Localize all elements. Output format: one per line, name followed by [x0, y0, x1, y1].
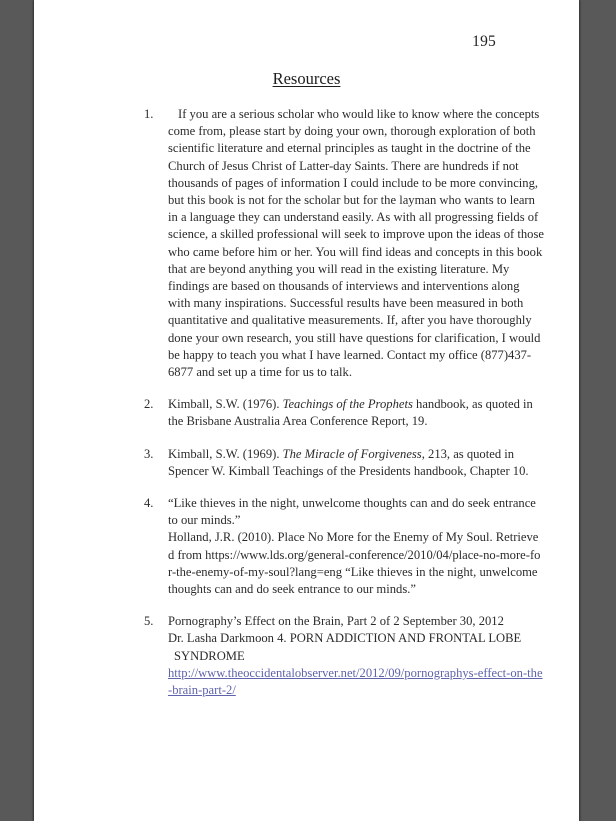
- reference-text-3: [168, 446, 544, 480]
- reference-2-italic-title: Teachings of the Prophets: [282, 397, 413, 412]
- reference-list: [34, 106, 579, 714]
- reference-number-2: 2.: [144, 397, 154, 412]
- reference-text-2: [168, 396, 544, 430]
- reference-number-5: 5.: [144, 614, 154, 629]
- page-number: 195: [472, 33, 496, 50]
- reference-text-1: If you are a serious scholar who would like to know where the concepts come from, please start by doing your own, thorough exploration of both scientific literature and eternal principles as taught in the doctrine of the Church of Jesus Christ of Latter-day Saints. There are hundreds if not thousands of pages of information I could include to be more convincing, but this book is not for the scholar but for the layman who wants to learn in a language they can understand easily. As with all progressing fields of science, a skilled professional will seek to improve upon the ideas of those who came before him or her. You will find ideas and concepts in this book that are beyond anything you will read in the existing literature. My findings are based on thousands of interviews and interventions along with many inspirations. Successful results have been measured in both quantitative and qualitative measurements. If, after you have thoroughly done your own research, you still have questions for clarification, I would be happy to teach you what I have learned. Contact my office (877)437-6877 and set up a time for us to talk.: [168, 107, 544, 380]
- reference-item-2: [34, 396, 579, 430]
- reference-5-author: Dr. Lasha Darkmoon 4. PORN ADDICTION AND FRONTAL LOBE: [168, 631, 522, 646]
- reference-5-author-continued: SYNDROME: [174, 648, 245, 663]
- reference-5-url-link[interactable]: http://www.theoccidentalobserver.net/2012/09/pornographys-effect-on-the-brain-part-2/: [168, 665, 543, 698]
- reference-item-3: [34, 446, 579, 480]
- reference-3-suffix: , 213, as quoted in Spencer W. Kimball Teachings of the Presidents handbook, Chapter 10.: [168, 446, 529, 478]
- reference-item-5: [34, 613, 579, 699]
- reference-2-suffix: handbook, as quoted in the Brisbane Australia Area Conference Report, 19.: [168, 397, 533, 429]
- reference-item-4: [34, 495, 579, 598]
- page-title-text: Resources: [272, 69, 341, 88]
- reference-3-prefix: Kimball, S.W. (1969).: [168, 446, 283, 461]
- reference-5-title: Pornography’s Effect on the Brain, Part 2 of 2 September 30, 2012: [168, 614, 504, 629]
- viewer-gutter-left: [0, 0, 34, 821]
- reference-number-1: 1.: [144, 107, 154, 121]
- reference-2-prefix: Kimball, S.W. (1976).: [168, 397, 283, 412]
- reference-item-1: [34, 106, 579, 381]
- page-title: [34, 69, 579, 89]
- reference-number-4: 4.: [144, 496, 154, 511]
- viewer-gutter-right: [579, 0, 616, 821]
- reference-4-citation: Holland, J.R. (2010). Place No More for the Enemy of My Soul. Retrieved from https://www.lds.org/general-conference/2010/04/place-no-more-for-the-enemy-of-my-soul?lang=eng “Like thieves in the night, unwelcome thoughts can and do seek entrance to our minds.”: [168, 530, 541, 597]
- document-page: [34, 0, 579, 821]
- reference-3-italic-title: The Miracle of Forgiveness: [282, 446, 422, 461]
- reference-number-3: 3.: [144, 446, 154, 461]
- reference-4-quote: “Like thieves in the night, unwelcome thoughts can and do seek entrance to our minds.”: [168, 496, 536, 528]
